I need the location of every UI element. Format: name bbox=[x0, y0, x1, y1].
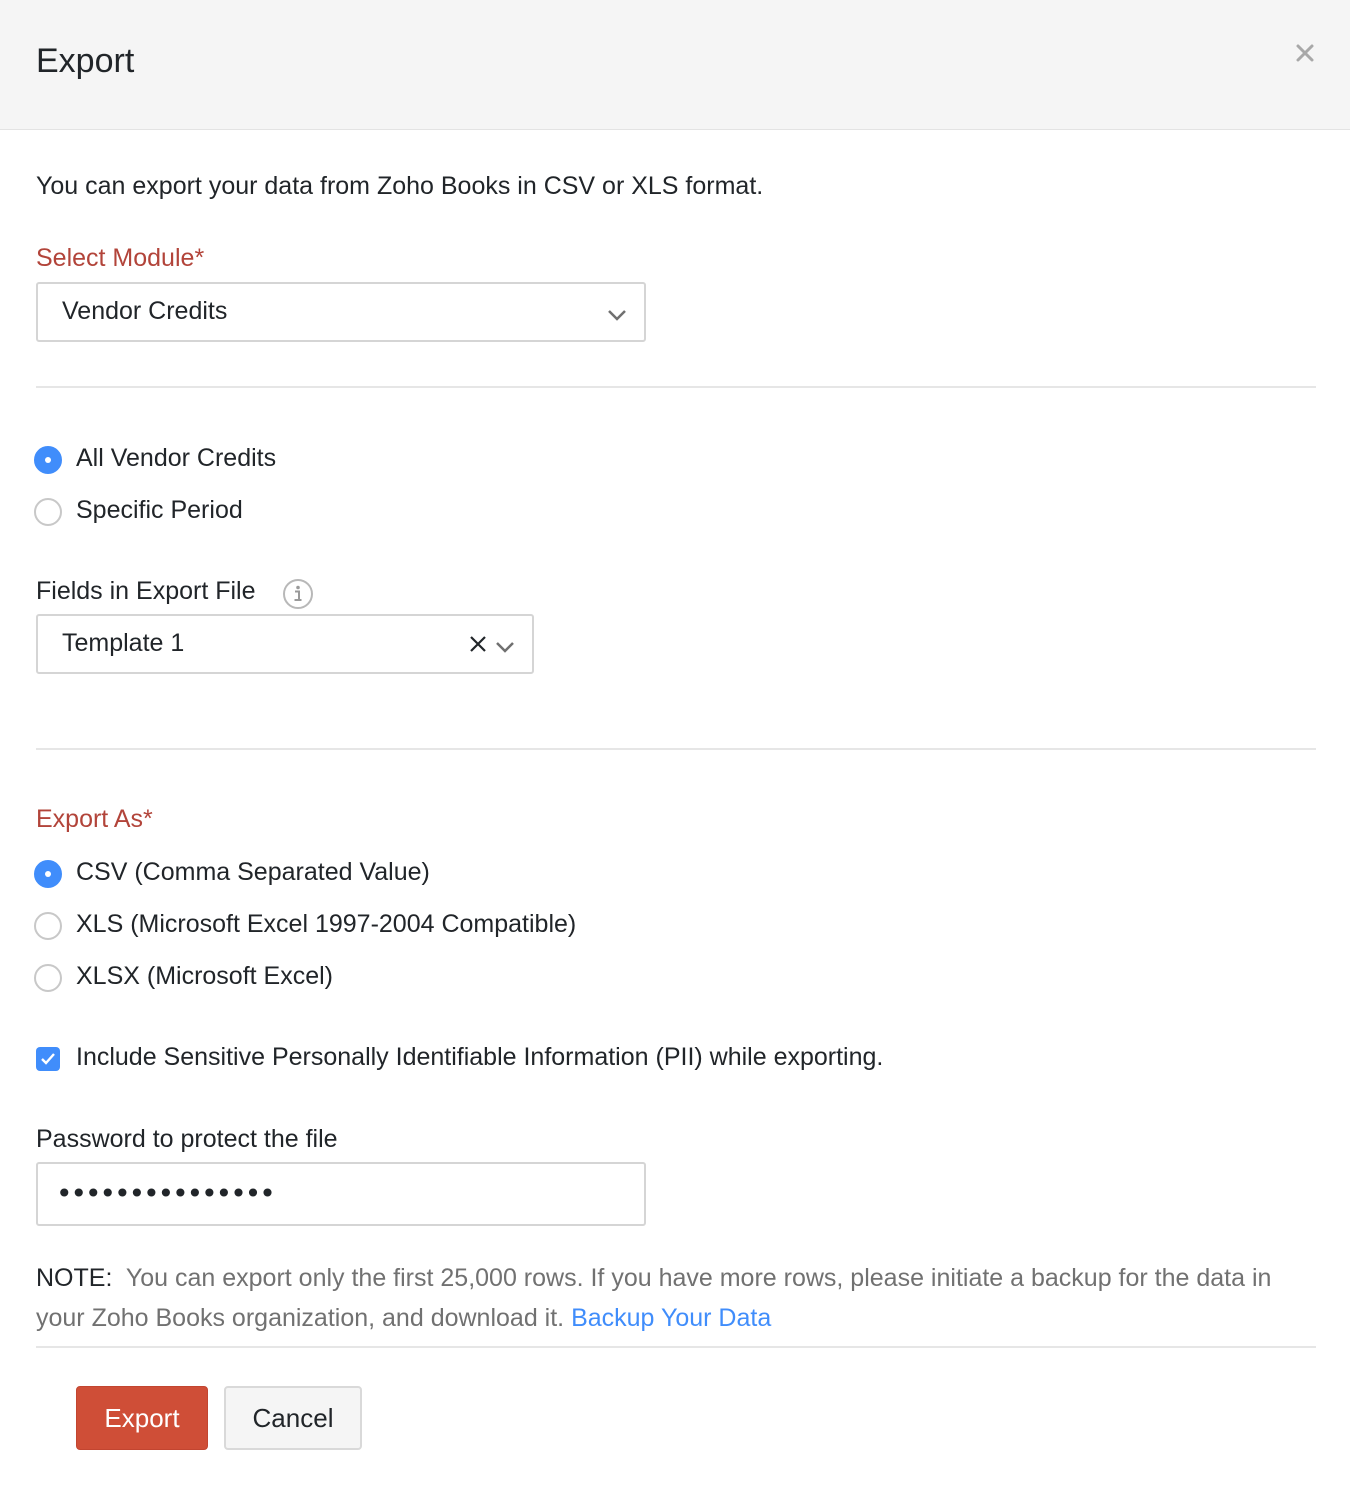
radio-specific-period[interactable] bbox=[34, 498, 294, 528]
radio-button[interactable] bbox=[34, 912, 62, 940]
fields-template-value: Template 1 bbox=[62, 629, 185, 657]
radio-xls[interactable] bbox=[34, 912, 624, 942]
radio-label: All Vendor Credits bbox=[76, 444, 277, 472]
backup-data-link[interactable]: Backup Your Data bbox=[571, 1304, 772, 1332]
fields-template-select[interactable] bbox=[36, 614, 534, 674]
pii-label[interactable]: Include Sensitive Personally Identifiable Information (PII) while exporting. bbox=[76, 1043, 884, 1071]
chevron-down-icon bbox=[606, 308, 628, 322]
radio-label: XLSX (Microsoft Excel) bbox=[76, 962, 334, 990]
note-text bbox=[36, 1258, 1326, 1338]
cancel-button[interactable]: Cancel bbox=[224, 1386, 362, 1450]
note-prefix: NOTE: bbox=[36, 1264, 113, 1292]
intro-text: You can export your data from Zoho Books in CSV or XLS format. bbox=[36, 172, 764, 200]
clear-icon[interactable] bbox=[468, 634, 488, 654]
radio-label: CSV (Comma Separated Value) bbox=[76, 858, 430, 886]
divider bbox=[36, 1346, 1316, 1348]
radio-button[interactable] bbox=[34, 446, 62, 474]
export-button[interactable]: Export bbox=[76, 1386, 208, 1450]
radio-csv[interactable] bbox=[34, 860, 464, 890]
password-label: Password to protect the file bbox=[36, 1125, 338, 1153]
radio-label: Specific Period bbox=[76, 496, 243, 524]
radio-button[interactable] bbox=[34, 860, 62, 888]
pii-checkbox[interactable] bbox=[36, 1047, 60, 1071]
module-select[interactable] bbox=[36, 282, 646, 342]
password-input[interactable]: ••••••••••••••• bbox=[36, 1162, 646, 1226]
checkmark-icon bbox=[39, 1051, 57, 1067]
radio-label: XLS (Microsoft Excel 1997-2004 Compatible) bbox=[76, 910, 577, 938]
radio-all-vendor-credits[interactable] bbox=[34, 446, 334, 476]
dialog-header bbox=[0, 0, 1350, 130]
fields-export-label: Fields in Export File bbox=[36, 577, 256, 605]
divider bbox=[36, 386, 1316, 388]
divider bbox=[36, 748, 1316, 750]
radio-button[interactable] bbox=[34, 964, 62, 992]
radio-xlsx[interactable] bbox=[34, 964, 354, 994]
export-as-label: Export As* bbox=[36, 805, 153, 833]
note-body: You can export only the first 25,000 rows. If you have more rows, please initiate a backup for the data in your Zoho Books organization, and download it. bbox=[36, 1264, 1272, 1332]
dialog-title: Export bbox=[36, 42, 135, 80]
close-icon[interactable] bbox=[1290, 38, 1320, 68]
select-module-label: Select Module* bbox=[36, 244, 205, 272]
chevron-down-icon bbox=[494, 640, 516, 654]
module-select-value: Vendor Credits bbox=[62, 297, 228, 325]
info-icon[interactable] bbox=[282, 578, 314, 610]
radio-button[interactable] bbox=[34, 498, 62, 526]
